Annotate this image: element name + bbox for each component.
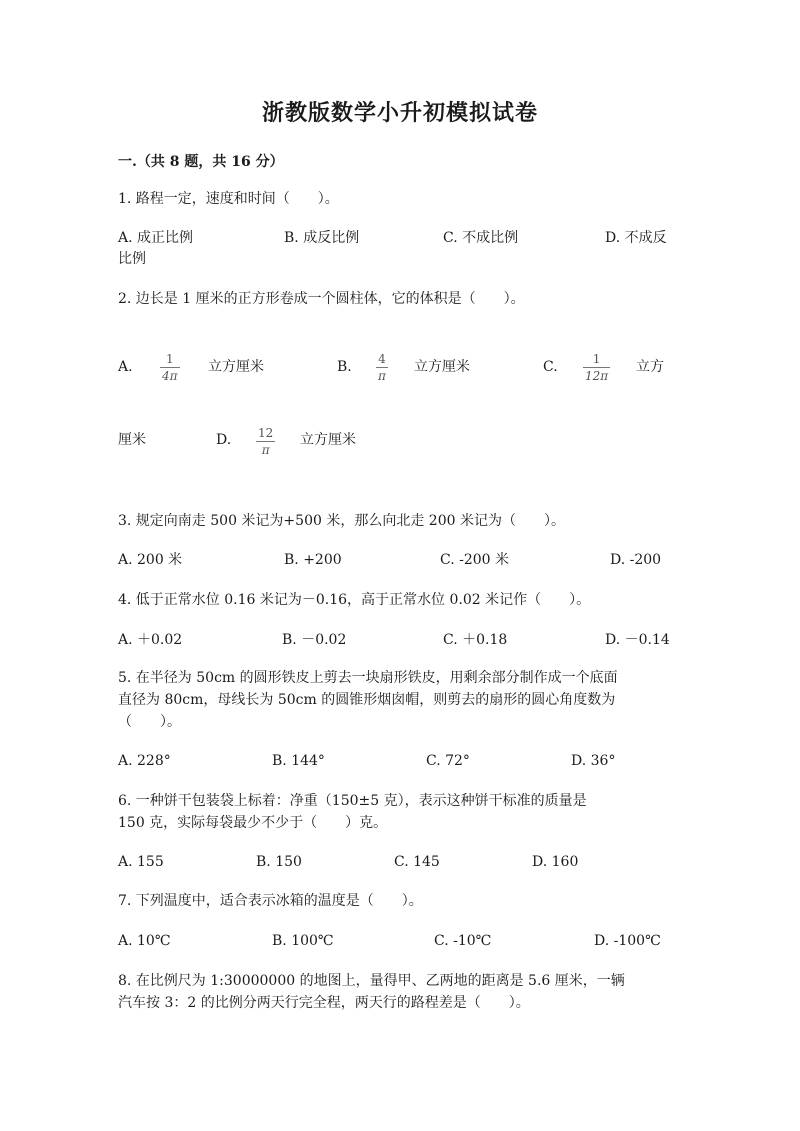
question-2-option-a-fraction	[160, 352, 180, 383]
question-3-option-c: C. -200 米	[440, 552, 510, 568]
fraction-bar	[376, 367, 388, 368]
question-2-option-b-unit: 立方厘米	[414, 359, 470, 375]
fraction-numerator: 1	[165, 352, 174, 366]
fraction-denominator: π	[378, 369, 386, 383]
question-7-option-b: B. 100℃	[272, 933, 334, 949]
question-4-stem: 4. 低于正常水位 0.16 米记为－0.16，高于正常水位 0.02 米记作（ ）。	[118, 592, 591, 608]
section-heading: 一.（共 8 题，共 16 分）	[118, 154, 284, 170]
question-2-option-b-fraction	[376, 352, 388, 383]
question-2-option-a-unit: 立方厘米	[208, 359, 264, 375]
question-5-stem-line-2: 直径为 80cm，母线长为 50cm 的圆锥形烟囱帽，则剪去的扇形的圆心角度数为	[118, 692, 616, 708]
question-2-option-b-letter: B.	[337, 359, 352, 375]
question-4-option-b: B. －0.02	[282, 632, 347, 648]
question-4-option-c: C. ＋0.18	[443, 632, 508, 648]
question-6-option-c: C. 145	[394, 854, 440, 870]
question-3-option-b: B. +200	[284, 552, 342, 568]
question-2-option-c-wrap: 厘米	[118, 432, 146, 448]
fraction-numerator: 4	[378, 352, 386, 366]
fraction-denominator: 12π	[585, 369, 609, 383]
fraction-bar	[160, 367, 180, 368]
question-2-option-d-fraction	[256, 426, 275, 457]
fraction-denominator: π	[261, 443, 270, 457]
question-3-option-a: A. 200 米	[118, 552, 183, 568]
question-7-stem: 7. 下列温度中，适合表示冰箱的温度是（ ）。	[118, 893, 423, 909]
question-4-option-d: D. －0.14	[605, 632, 670, 648]
question-5-stem-line-3: （ ）。	[118, 714, 181, 730]
question-1-option-d: D. 不成反	[605, 230, 667, 246]
fraction-denominator: 4π	[162, 369, 178, 383]
question-6-stem-line-2: 150 克，实际每袋最少不少于（ ）克。	[118, 815, 388, 831]
question-2-option-a-letter: A.	[118, 359, 133, 375]
question-8-stem-line-2: 汽车按 3：2 的比例分两天行完全程，两天行的路程差是（ ）。	[118, 995, 530, 1011]
question-3-stem: 3. 规定向南走 500 米记为+500 米，那么向北走 200 米记为（ ）。	[118, 513, 565, 529]
fraction-bar	[583, 367, 610, 368]
question-2-option-c-unit: 立方	[636, 359, 664, 375]
question-7-option-d: D. -100℃	[594, 933, 661, 949]
question-6-stem-line-1: 6. 一种饼干包装袋上标着：净重（150±5 克），表示这种饼干标准的质量是	[118, 793, 587, 809]
question-7-option-a: A. 10℃	[118, 933, 171, 949]
page-title: 浙教版数学小升初模拟试卷	[261, 100, 538, 126]
question-5-stem-line-1: 5. 在半径为 50cm 的圆形铁皮上剪去一块扇形铁皮，用剩余部分制作成一个底面	[118, 670, 618, 686]
question-4-option-a: A. ＋0.02	[118, 632, 183, 648]
question-2-stem: 2. 边长是 1 厘米的正方形卷成一个圆柱体，它的体积是（ ）。	[118, 291, 525, 307]
question-2-option-d-unit: 立方厘米	[300, 432, 356, 448]
question-1-stem: 1. 路程一定，速度和时间（ ）。	[118, 191, 339, 207]
question-2-option-d-letter: D.	[216, 432, 232, 448]
question-6-option-b: B. 150	[256, 854, 302, 870]
question-3-option-d: D. -200	[610, 552, 662, 568]
question-1-option-a: A. 成正比例	[118, 230, 194, 246]
fraction-bar	[256, 441, 275, 442]
question-5-option-c: C. 72°	[426, 753, 470, 769]
question-5-option-d: D. 36°	[571, 753, 616, 769]
question-2-option-c-fraction	[583, 352, 610, 383]
fraction-numerator: 1	[592, 352, 601, 366]
question-1-option-d-wrap: 比例	[118, 251, 146, 267]
fraction-numerator: 12	[258, 426, 274, 440]
question-7-option-c: C. -10℃	[434, 933, 492, 949]
question-5-option-b: B. 144°	[272, 753, 325, 769]
question-6-option-d: D. 160	[532, 854, 579, 870]
question-5-option-a: A. 228°	[118, 753, 171, 769]
question-6-option-a: A. 155	[118, 854, 164, 870]
question-1-option-c: C. 不成比例	[443, 230, 519, 246]
question-8-stem-line-1: 8. 在比例尺为 1:30000000 的地图上，量得甲、乙两地的距离是 5.6 厘米，一辆	[118, 973, 625, 989]
question-1-option-b: B. 成反比例	[284, 230, 360, 246]
question-2-option-c-letter: C.	[543, 359, 558, 375]
